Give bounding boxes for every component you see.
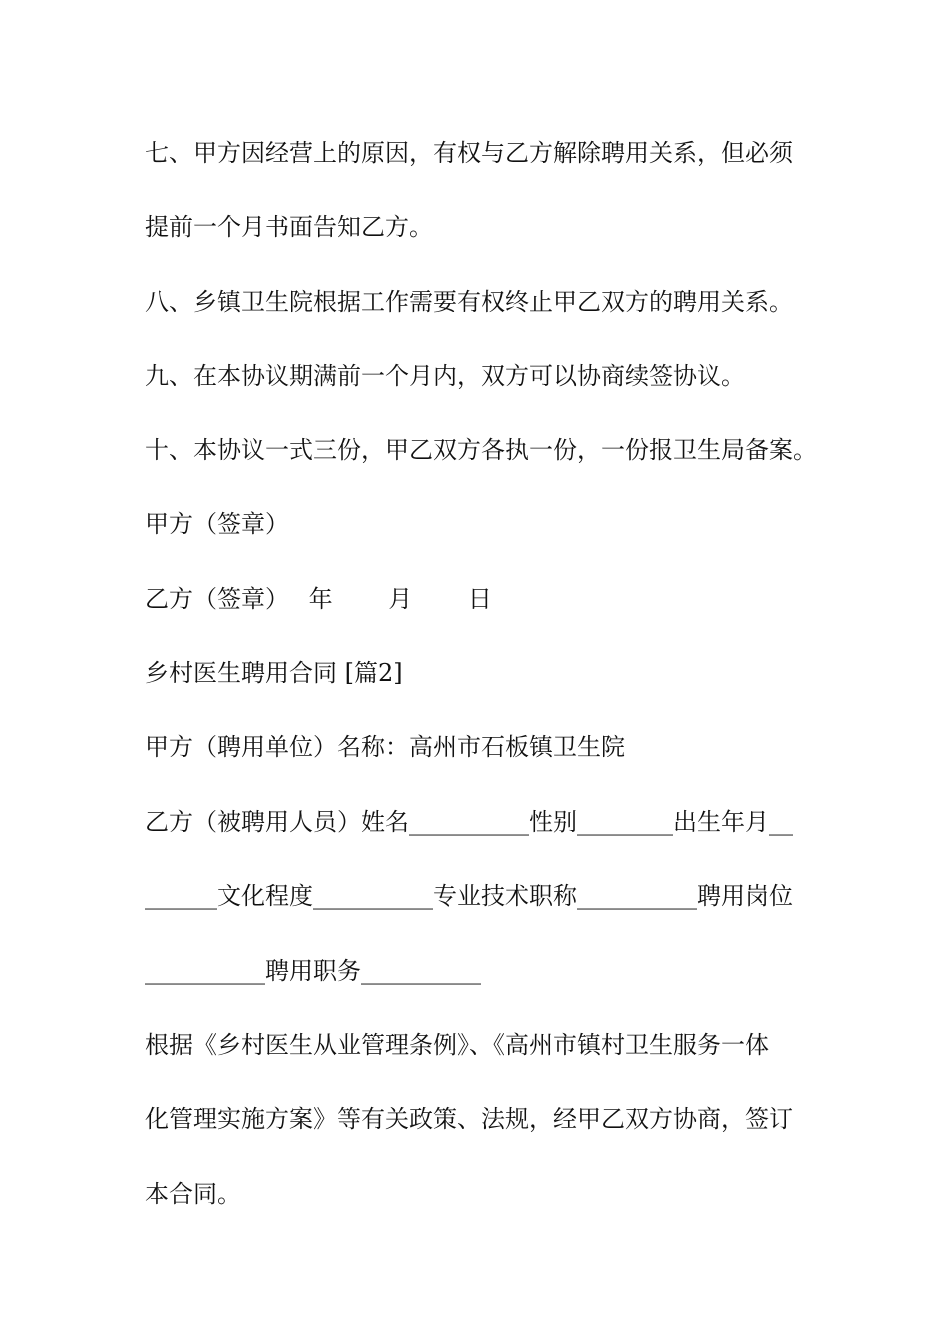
section-title: 乡村医生聘用合同 [篇2]: [145, 659, 403, 687]
party-a-signature: 甲方（签章）: [145, 510, 289, 538]
party-a-name: 甲方（聘用单位）名称：高州市石板镇卫生院: [145, 733, 625, 761]
party-b-info-line-1: 乙方（被聘用人员）姓名__________性别________出生年月__: [145, 808, 793, 836]
party-b-info-line-2: ______文化程度__________专业技术职称__________聘用岗位: [145, 882, 793, 910]
party-b-signature-date: 乙方（签章） 年 月 日: [145, 585, 492, 613]
preamble-line-2: 化管理实施方案》等有关政策、法规，经甲乙双方协商，签订: [145, 1105, 793, 1133]
clause-10: 十、本协议一式三份，甲乙双方各执一份，一份报卫生局备案。: [145, 436, 817, 464]
clause-8: 八、乡镇卫生院根据工作需要有权终止甲乙双方的聘用关系。: [145, 288, 793, 316]
clause-7-line-2: 提前一个月书面告知乙方。: [145, 213, 433, 241]
clause-9: 九、在本协议期满前一个月内，双方可以协商续签协议。: [145, 362, 745, 390]
party-b-info-line-3: __________聘用职务__________: [145, 957, 481, 985]
clause-7-line-1: 七、甲方因经营上的原因，有权与乙方解除聘用关系，但必须: [145, 139, 793, 167]
preamble-line-3: 本合同。: [145, 1180, 241, 1208]
preamble-line-1: 根据《乡村医生从业管理条例》、《高州市镇村卫生服务一体: [145, 1031, 769, 1059]
